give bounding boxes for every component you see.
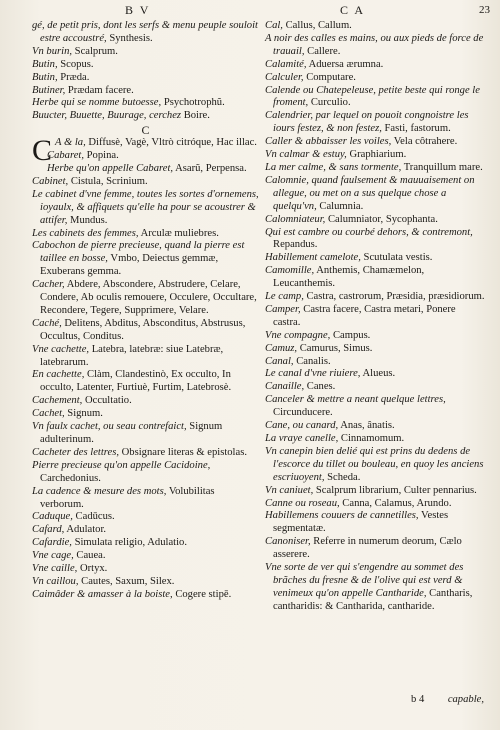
entry-head: Cachet, <box>32 408 65 420</box>
entry-latin: Callus, Callum. <box>282 20 352 31</box>
entry-latin: Graphiarium. <box>346 149 407 161</box>
left-entries-before-section <box>32 20 260 123</box>
dictionary-entry <box>32 189 260 228</box>
entry-latin: Clàm, Clandestinò, Ex occulto, In occulto, Latenter, Furtiuè, Furtim, Latebrosè. <box>40 369 232 394</box>
entry-head: Caché, <box>32 317 62 329</box>
header-left: B V <box>125 3 151 17</box>
entry-head: Butin, <box>32 58 58 70</box>
entry-head: Vn caillou, <box>32 575 79 587</box>
entry-latin: Occultatio. <box>82 395 132 407</box>
page-number: 23 <box>479 4 490 16</box>
entry-latin: Alueus. <box>360 368 396 380</box>
dictionary-entry <box>265 291 485 304</box>
dictionary-entry <box>265 265 485 291</box>
entry-head: A noir des calles es mains, ou aux pieds de force de trauail, <box>265 32 484 57</box>
entry-latin: Cadūcus. <box>72 511 115 523</box>
entry-latin: Scalprum librarium, Culter pennarius. <box>313 484 477 496</box>
dictionary-entry <box>32 563 260 576</box>
entry-head: Qui est cambre ou courbé dehors, & contremont, <box>265 226 473 238</box>
entry-head: Pierre precieuse qu'on appelle Cacidoine, <box>32 459 211 471</box>
dictionary-entry <box>32 176 260 189</box>
dictionary-entry <box>265 356 485 369</box>
entry-head: Calende ou Chatepeleuse, petite beste qui ronge le froment, <box>265 84 480 109</box>
entry-head: Cacher, <box>32 279 65 291</box>
entry-head: Cal, <box>265 20 283 31</box>
section-letter: C <box>141 123 151 138</box>
entry-latin: Castra, castrorum, Præsidia, præsidiorum. <box>303 291 485 303</box>
entry-head: Caduque, <box>32 511 73 523</box>
entry-latin: Calumnia. <box>316 200 364 212</box>
dictionary-entry <box>32 369 260 395</box>
dictionary-entry <box>265 149 485 162</box>
entry-head: Vn canepin bien delié qui est prins du dedens de l'escorce du tillet ou bouleau, en quoy les anciens escriuoyent, <box>265 445 484 483</box>
entry-latin: Arculæ muliebres. <box>138 227 219 239</box>
catchword: capable, <box>447 694 484 705</box>
right-column <box>265 20 485 614</box>
dictionary-entry <box>32 550 260 563</box>
entry-head: Habillemens couuers de cannetilles, <box>265 510 419 522</box>
entry-latin: Præda. <box>57 71 90 83</box>
dictionary-entry <box>32 524 260 537</box>
entry-latin: Vela côtrahere. <box>391 136 458 148</box>
dictionary-entry <box>265 20 485 33</box>
dictionary-entry <box>32 59 260 72</box>
dictionary-entry <box>265 175 485 214</box>
dictionary-entry <box>32 395 260 408</box>
entry-head: Le camp, <box>265 291 304 303</box>
entry-latin: Anas, ânatis. <box>338 420 395 432</box>
dictionary-entry <box>265 162 485 175</box>
entry-head: Vn burin, <box>32 45 73 57</box>
entry-latin: Abdere, Abscondere, Abstrudere, Celare, Condere, Ab oculis remouere, Occulere, Occultare, Recondere, Tegere, Supprimere, Velare. <box>40 279 257 316</box>
entry-head: Cafardie, <box>32 537 72 549</box>
entry-head: Le cabinet d'vne femme, toutes les sortes d'ornemens, ioyaulx, & affiquets qu'elle ha pour se acoustrer & attifer, <box>32 188 259 226</box>
entry-head: Butiner, <box>32 84 66 96</box>
entry-latin: Anthemis, Chamæmelon, Leucanthemis. <box>273 265 425 290</box>
entry-latin: Diffusè, Vagè, Vltrò citróque, Hac illac. <box>85 137 257 149</box>
entry-head: Cachement, <box>32 395 83 407</box>
dictionary-entry <box>32 279 260 318</box>
dictionary-entry <box>265 381 485 394</box>
entry-head: Vn faulx cachet, ou seau contrefaict, <box>32 421 187 433</box>
entry-latin: Referre in numerum deorum, Cælo asserere. <box>273 536 462 561</box>
entry-latin: Repandus. <box>273 239 318 251</box>
entry-latin: Tranquillum mare. <box>401 161 483 173</box>
running-header <box>0 3 500 19</box>
entry-head: En cachette, <box>32 369 85 381</box>
entry-head: Canceler & mettre a neant quelque lettres, <box>265 394 446 406</box>
entry-head: La cadence & mesure des mots, <box>32 485 167 497</box>
dictionary-entry <box>265 227 485 253</box>
dictionary-entry <box>265 446 485 485</box>
entry-head: Calendrier, par lequel on pouoit congnoistre les iours festez, & non festez, <box>265 110 469 135</box>
entry-head: Vne caille, <box>32 563 78 575</box>
entry-head: La vraye canelle, <box>265 433 339 444</box>
entry-latin: Scutulata vestis. <box>360 252 433 264</box>
dictionary-entry <box>32 163 260 176</box>
dictionary-entry <box>265 420 485 433</box>
dictionary-entry <box>32 46 260 59</box>
entry-latin: Cinnamomum. <box>338 433 405 444</box>
entry-latin: Cistula, Scrinium. <box>68 175 148 187</box>
entry-head: Herbe qui se nomme butoesse, <box>32 97 162 109</box>
entry-latin: Simulata religio, Adulatio. <box>71 537 187 549</box>
dictionary-entry <box>32 150 260 163</box>
dictionary-entry <box>32 460 260 486</box>
dictionary-entry <box>265 252 485 265</box>
entry-head: Canne ou roseau, <box>265 497 340 509</box>
entry-head: Vne sorte de ver qui s'engendre au sommet des brãches du fresne & de l'olive qui est verd & venimeux qu'on appelle Cantharide, <box>265 562 464 599</box>
dictionary-entry <box>265 510 485 536</box>
dictionary-entry <box>265 136 485 149</box>
entry-head: A & la, <box>55 137 86 149</box>
entry-head: Canal, <box>265 355 294 367</box>
entry-latin: Mundus. <box>67 214 108 226</box>
dictionary-entry <box>265 33 485 59</box>
dictionary-entry <box>265 433 485 446</box>
dictionary-entry <box>32 318 260 344</box>
entry-latin: Scopus. <box>57 58 94 70</box>
entry-latin: Curculio. <box>308 97 351 109</box>
entry-head: Calomnie, quand faulsement & mauuaisement on allegue, ou met on a sus quelque chose a quelqu'vn, <box>265 174 475 212</box>
entry-head: Habillement camelote, <box>265 252 361 264</box>
entry-head: Vne cage, <box>32 550 74 562</box>
entry-head: Les cabinets des femmes, <box>32 227 139 239</box>
entry-latin: Canes. <box>304 381 336 393</box>
entry-latin: Synthesis. <box>106 32 153 44</box>
dictionary-entry <box>32 240 260 279</box>
dictionary-entry <box>32 85 260 98</box>
entry-latin: Cantharis, cantharidis: & Cantharida, cantharide. <box>273 587 473 612</box>
entry-latin: Aduersa ærumna. <box>306 58 384 70</box>
entry-latin: Canalis. <box>293 355 331 367</box>
dictionary-entry <box>265 85 485 111</box>
entry-latin: Cautes, Saxum, Silex. <box>78 575 175 587</box>
entry-head: Camomille, <box>265 265 315 277</box>
entry-latin: Cogere stipē. <box>172 588 232 600</box>
entry-head: Caller & abbaisser les voiles, <box>265 136 392 148</box>
entry-head: Vn caniuet, <box>265 484 314 496</box>
dictionary-entry <box>32 20 260 46</box>
dictionary-entry <box>32 511 260 524</box>
entry-latin: Obsignare literas & epistolas. <box>119 446 247 458</box>
entry-latin: Psychotrophũ. <box>161 97 225 109</box>
entry-latin: Campus. <box>330 329 371 341</box>
entry-head: Vne compagne, <box>265 329 331 341</box>
entry-head: Camuz, <box>265 342 298 354</box>
dictionary-entry <box>32 421 260 447</box>
entry-latin: Scheda. <box>324 471 361 483</box>
entry-head: La mer calme, & sans tormente, <box>265 161 402 173</box>
entry-latin: Scalprum. <box>72 45 118 57</box>
dictionary-entry <box>265 368 485 381</box>
entry-head: Buucter, Buuette, Buurage, cerchez <box>32 110 182 122</box>
header-right: C A <box>340 3 366 17</box>
dictionary-entry <box>32 228 260 241</box>
entry-head: Butin, <box>32 71 58 83</box>
entry-latin: Vmbo, Deiectus gemmæ, Exuberans gemma. <box>40 253 219 278</box>
entry-latin: Vestes segmentatæ. <box>273 510 449 535</box>
dictionary-entry <box>32 344 260 370</box>
entry-head: Cane, ou canard, <box>265 420 339 432</box>
entry-latin: Popina. <box>84 150 119 162</box>
entry-head: gé, de petit pris, dont les serfs & menu peuple souloit estre accoustré, <box>32 20 258 44</box>
entry-head: Cabochon de pierre precieuse, quand la pierre est taillee en bosse, <box>32 240 245 265</box>
entry-latin: Castra facere, Castra metari, Ponere castra. <box>273 303 456 328</box>
entry-latin: Calumniator, Sycophanta. <box>325 213 438 225</box>
entry-head: Camper, <box>265 303 301 315</box>
entry-latin: Fasti, fastorum. <box>381 123 451 135</box>
dictionary-entry <box>32 589 260 602</box>
entry-head: Cacheter des lettres, <box>32 446 119 458</box>
entry-latin: Computare. <box>303 71 356 83</box>
entry-latin: Carchedonius. <box>40 472 101 484</box>
entry-head: Calamité, <box>265 58 307 70</box>
entry-latin: Prædam facere. <box>65 84 134 96</box>
dictionary-entry <box>265 343 485 356</box>
dictionary-entry <box>32 576 260 589</box>
entry-latin: Volubilitas verborum. <box>40 485 215 510</box>
dictionary-entry <box>265 485 485 498</box>
page-footer <box>265 694 490 708</box>
entry-latin: Canna, Calamus, Arundo. <box>339 497 452 509</box>
entry-latin: Adulator. <box>64 524 107 536</box>
entry-head: Canoniser, <box>265 536 311 548</box>
entry-latin: Ortyx. <box>77 563 108 575</box>
entry-latin: Circunducere. <box>273 407 333 419</box>
left-entries <box>32 150 260 602</box>
signature-mark: b 4 <box>411 694 425 705</box>
dictionary-entry <box>265 304 485 330</box>
entry-latin: Asarũ, Perpensa. <box>173 162 247 174</box>
dictionary-entry <box>32 486 260 512</box>
dictionary-entry <box>32 447 260 460</box>
dictionary-entry <box>265 562 485 614</box>
entry-head: Caimâder & amasser à la boiste, <box>32 588 173 600</box>
dictionary-entry <box>32 72 260 85</box>
left-column <box>32 20 260 602</box>
entry-head: Vne cachette, <box>32 343 90 355</box>
entry-head: Cabinet, <box>32 175 69 187</box>
entry-latin: Boire. <box>181 110 210 122</box>
dictionary-entry <box>265 330 485 343</box>
entry-head: Vn calmar & estuy, <box>265 149 347 161</box>
entry-latin: Cauea. <box>73 550 106 562</box>
entry-latin: Signum adulterinum. <box>40 421 223 445</box>
entry-head: Calculer, <box>265 71 304 83</box>
dictionary-entry <box>265 110 485 136</box>
entry-latin: Callere. <box>304 45 341 57</box>
entry-latin: Camurus, Simus. <box>297 342 373 354</box>
dictionary-entry <box>32 110 260 123</box>
entry-head: Herbe qu'on appelle Cabaret, <box>47 162 174 174</box>
dictionary-entry <box>32 97 260 110</box>
dictionary-entry <box>265 498 485 511</box>
entry-latin: Delitens, Abditus, Absconditus, Abstrusus, Occultus, Conditus. <box>40 317 246 342</box>
entry-head: Cafard, <box>32 524 65 536</box>
drop-cap: C <box>32 134 53 168</box>
entry-latin: Latebra, latebræ: siue Latebræ, latebrarum. <box>40 343 224 368</box>
entry-latin: Signum. <box>64 408 103 420</box>
dictionary-entry <box>265 59 485 72</box>
entry-head: Cabaret, <box>47 150 84 162</box>
entry-head: Le canal d'vne riuiere, <box>265 368 361 380</box>
dictionary-entry <box>32 408 260 421</box>
entry-head: Canaille, <box>265 381 305 393</box>
right-entries <box>265 20 485 614</box>
dictionary-entry <box>32 537 260 550</box>
entry-head: Calomniateur, <box>265 213 326 225</box>
dictionary-entry <box>265 72 485 85</box>
dictionary-entry <box>265 536 485 562</box>
dictionary-entry <box>265 214 485 227</box>
dictionary-entry <box>265 394 485 420</box>
